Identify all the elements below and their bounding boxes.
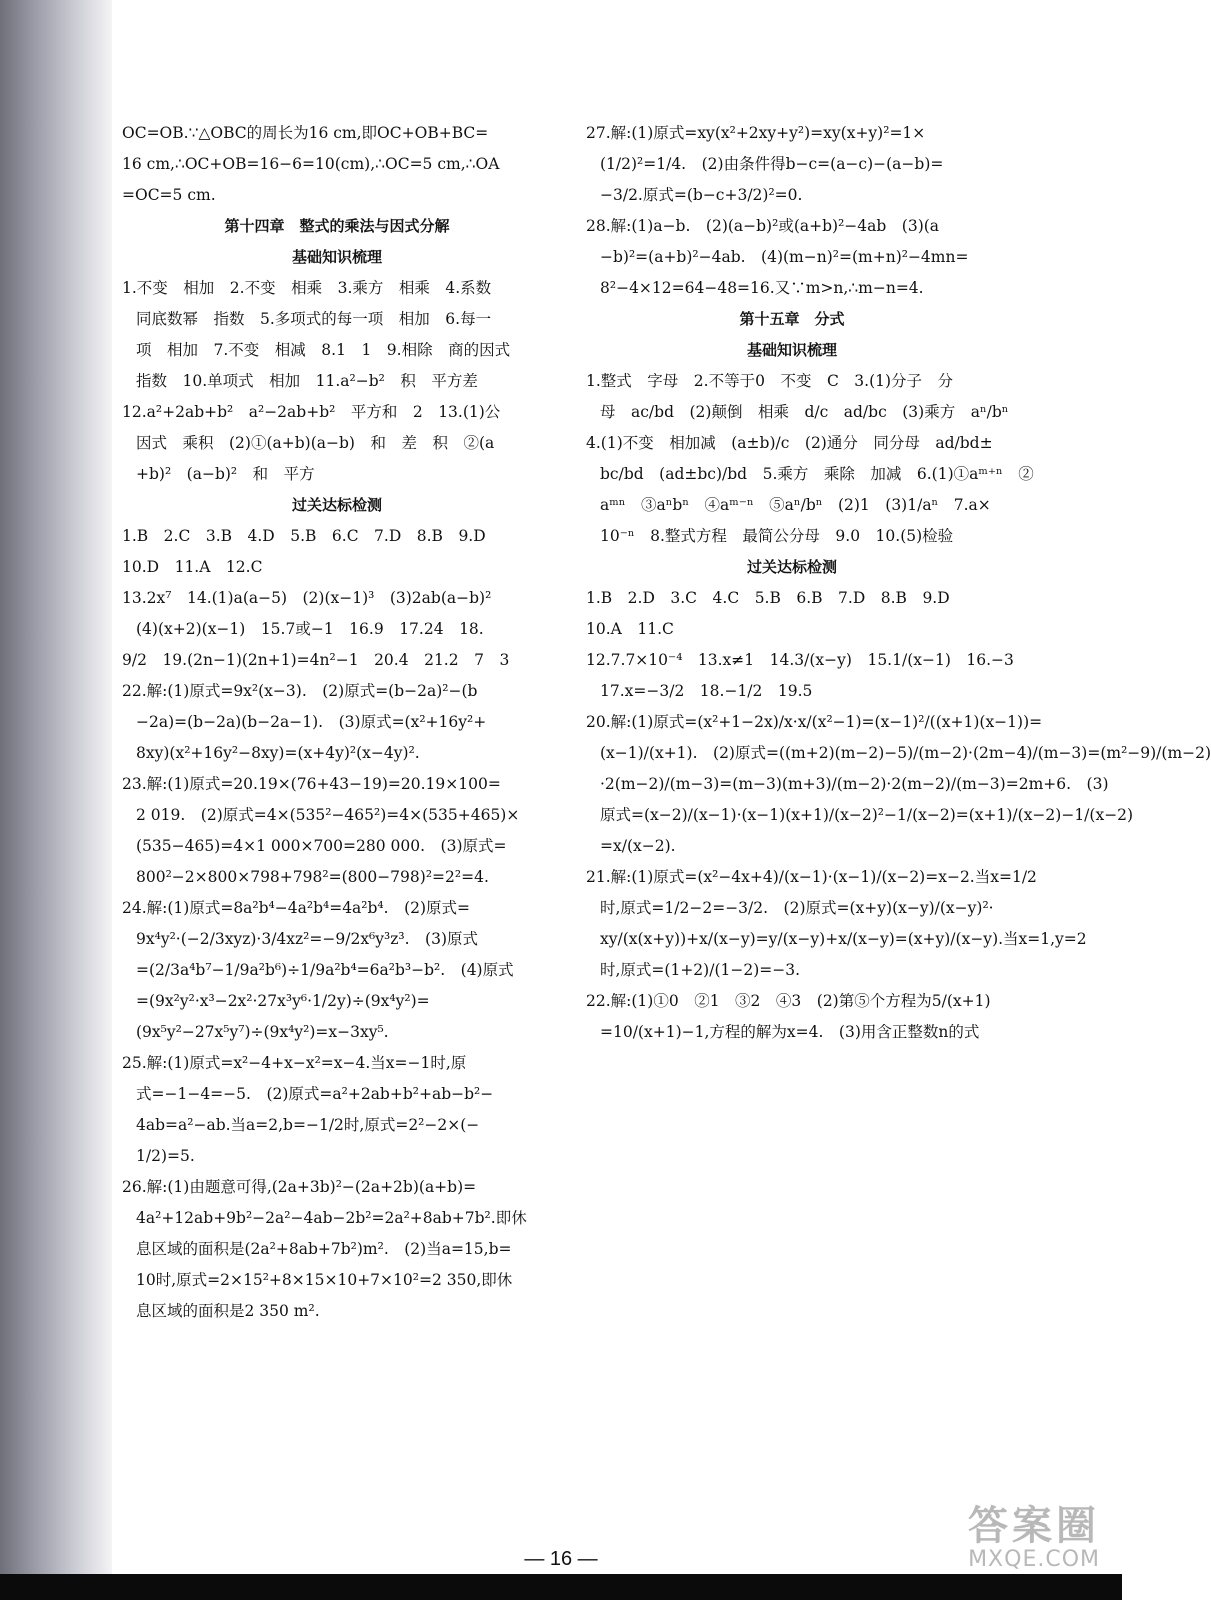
- scan-bottom-edge: [0, 1574, 1122, 1600]
- text-line: −3/2.原式=(b−c+3/2)²=0.: [600, 186, 803, 204]
- text-line: 2 019. (2)原式=4×(535²−465²)=4×(535+465)×: [136, 806, 520, 824]
- text-line: 1.B 2.D 3.C 4.C 5.B 6.B 7.D 8.B 9.D: [586, 589, 950, 607]
- text-line: 息区域的面积是(2a²+8ab+7b²)m². (2)当a=15,b=: [136, 1240, 512, 1258]
- text-line: 9x⁴y²·(−2/3xyz)·3/4xz²=−9/2x⁶y³z³. (3)原式: [136, 930, 479, 948]
- text-line: (1/2)²=1/4. (2)由条件得b−c=(a−c)−(a−b)=: [600, 155, 944, 173]
- text-line: 指数 10.单项式 相加 11.a²−b² 积 平方差: [136, 372, 478, 390]
- text-line: 23.解:(1)原式=20.19×(76+43−19)=20.19×100=: [122, 775, 501, 793]
- text-line: 22.解:(1)原式=9x²(x−3). (2)原式=(b−2a)²−(b: [122, 682, 478, 700]
- watermark-url: MXQE.COM: [968, 1547, 1100, 1572]
- text-line: (9x⁵y²−27x⁵y⁷)÷(9x⁴y²)=x−3xy⁵.: [136, 1023, 389, 1041]
- section-heading: 第十四章 整式的乘法与因式分解: [224, 217, 450, 235]
- text-line: 因式 乘积 (2)①(a+b)(a−b) 和 差 积 ②(a: [136, 434, 495, 452]
- scan-binding-edge: [0, 0, 112, 1600]
- text-line: 4a²+12ab+9b²−2a²−4ab−2b²=2a²+8ab+7b².即休: [136, 1209, 527, 1227]
- watermark-logo: 答案圈: [968, 1503, 1100, 1549]
- text-line: 22.解:(1)①0 ②1 ③2 ④3 (2)第⑤个方程为5/(x+1): [586, 992, 991, 1010]
- text-line: 1/2)=5.: [136, 1147, 195, 1165]
- text-line: −2a)=(b−2a)(b−2a−1). (3)原式=(x²+16y²+: [136, 713, 487, 731]
- text-line: 27.解:(1)原式=xy(x²+2xy+y²)=xy(x+y)²=1×: [586, 124, 926, 142]
- text-line: aᵐⁿ ③aⁿbⁿ ④aᵐ⁻ⁿ ⑤aⁿ/bⁿ (2)1 (3)1/aⁿ 7.a×: [600, 496, 991, 514]
- text-line: 4ab=a²−ab.当a=2,b=−1/2时,原式=2²−2×(−: [136, 1116, 480, 1134]
- text-line: =(9x²y²·x³−2x²·27x³y⁶·1/2y)÷(9x⁴y²)=: [136, 992, 430, 1010]
- text-line: 8xy)(x²+16y²−8xy)=(x+4y)²(x−4y)².: [136, 744, 420, 762]
- text-line: 原式=(x−2)/(x−1)·(x−1)(x+1)/(x−2)²−1/(x−2)=(x+1)/(x−2)−1/(x−2): [600, 806, 1134, 824]
- text-line: 28.解:(1)a−b. (2)(a−b)²或(a+b)²−4ab (3)(a: [586, 217, 940, 235]
- right-column: [586, 118, 1211, 1048]
- text-line: (535−465)=4×1 000×700=280 000. (3)原式=: [136, 837, 507, 855]
- text-line: =(2/3a⁴b⁷−1/9a²b⁶)÷1/9a²b⁴=6a²b³−b². (4)原式: [136, 961, 514, 979]
- text-line: ·2(m−2)/(m−3)=(m−3)(m+3)/(m−2)·2(m−2)/(m−3)=2m+6. (3): [600, 775, 1109, 793]
- text-line: 8²−4×12=64−48=16.又∵m>n,∴m−n=4.: [600, 279, 924, 297]
- text-line: 4.(1)不变 相加减 (a±b)/c (2)通分 同分母 ad/bd±: [586, 434, 993, 452]
- text-line: bc/bd (ad±bc)/bd 5.乘方 乘除 加减 6.(1)①aᵐ⁺ⁿ ②: [600, 465, 1034, 483]
- text-line: 24.解:(1)原式=8a²b⁴−4a²b⁴=4a²b⁴. (2)原式=: [122, 899, 471, 917]
- left-column: [122, 118, 552, 1327]
- text-line: 10时,原式=2×15²+8×15×10+7×10²=2 350,即休: [136, 1271, 513, 1289]
- text-line: 10.A 11.C: [586, 620, 674, 638]
- text-line: 1.B 2.C 3.B 4.D 5.B 6.C 7.D 8.B 9.D: [122, 527, 486, 545]
- text-line: 12.a²+2ab+b² a²−2ab+b² 平方和 2 13.(1)公: [122, 403, 501, 421]
- text-line: =OC=5 cm.: [122, 186, 216, 204]
- text-line: xy/(x(x+y))+x/(x−y)=y/(x−y)+x/(x−y)=(x+y)/(x−y).当x=1,y=2: [600, 930, 1087, 948]
- watermark: [910, 1504, 1100, 1574]
- text-line: (x−1)/(x+1). (2)原式=((m+2)(m−2)−5)/(m−2)·(2m−4)/(m−3)=(m²−9)/(m−2): [600, 744, 1211, 762]
- text-line: 1.不变 相加 2.不变 相乘 3.乘方 相乘 4.系数: [122, 279, 492, 297]
- text-line: 式=−1−4=−5. (2)原式=a²+2ab+b²+ab−b²−: [136, 1085, 494, 1103]
- text-line: 12.7.7×10⁻⁴ 13.x≠1 14.3/(x−y) 15.1/(x−1) 16.−3: [586, 651, 1014, 669]
- text-line: 息区域的面积是2 350 m².: [136, 1302, 320, 1320]
- text-line: 1.整式 字母 2.不等于0 不变 C 3.(1)分子 分: [586, 372, 954, 390]
- section-heading: 第十五章 分式: [739, 310, 845, 328]
- text-line: 时,原式=(1+2)/(1−2)=−3.: [600, 961, 801, 979]
- section-heading: 过关达标检测: [291, 496, 382, 514]
- text-line: 9/2 19.(2n−1)(2n+1)=4n²−1 20.4 21.2 7 3: [122, 651, 510, 669]
- text-line: 同底数幂 指数 5.多项式的每一项 相加 6.每一: [136, 310, 492, 328]
- section-heading: 基础知识梳理: [746, 341, 837, 359]
- text-line: (4)(x+2)(x−1) 15.7或−1 16.9 17.24 18.: [136, 620, 484, 638]
- text-line: 16 cm,∴OC+OB=16−6=10(cm),∴OC=5 cm,∴OA: [122, 155, 500, 173]
- text-line: 13.2x⁷ 14.(1)a(a−5) (2)(x−1)³ (3)2ab(a−b)²: [122, 589, 492, 607]
- text-line: 26.解:(1)由题意可得,(2a+3b)²−(2a+2b)(a+b)=: [122, 1178, 477, 1196]
- text-line: −b)²=(a+b)²−4ab. (4)(m−n)²=(m+n)²−4mn=: [600, 248, 969, 266]
- text-line: 21.解:(1)原式=(x²−4x+4)/(x−1)·(x−1)/(x−2)=x−2.当x=1/2: [586, 868, 1037, 886]
- text-line: 母 ac/bd (2)颠倒 相乘 d/c ad/bc (3)乘方 aⁿ/bⁿ: [600, 403, 1009, 421]
- text-line: 10⁻ⁿ 8.整式方程 最简公分母 9.0 10.(5)检验: [600, 527, 954, 545]
- text-line: 25.解:(1)原式=x²−4+x−x²=x−4.当x=−1时,原: [122, 1054, 467, 1072]
- text-line: =10/(x+1)−1,方程的解为x=4. (3)用含正整数n的式: [600, 1023, 980, 1041]
- text-line: 17.x=−3/2 18.−1/2 19.5: [600, 682, 813, 700]
- text-line: 800²−2×800×798+798²=(800−798)²=2²=4.: [136, 868, 489, 886]
- text-line: OC=OB.∵△OBC的周长为16 cm,即OC+OB+BC=: [122, 124, 489, 142]
- text-line: 10.D 11.A 12.C: [122, 558, 263, 576]
- section-heading: 过关达标检测: [746, 558, 837, 576]
- section-heading: 基础知识梳理: [291, 248, 382, 266]
- page-number: — 16 —: [524, 1548, 598, 1570]
- text-line: 20.解:(1)原式=(x²+1−2x)/x·x/(x²−1)=(x−1)²/((x+1)(x−1))=: [586, 713, 1043, 731]
- text-line: =x/(x−2).: [600, 837, 676, 855]
- text-line: 时,原式=1/2−2=−3/2. (2)原式=(x+y)(x−y)/(x−y)²·: [600, 899, 994, 917]
- text-line: 项 相加 7.不变 相减 8.1 1 9.相除 商的因式: [136, 341, 511, 359]
- text-line: +b)² (a−b)² 和 平方: [136, 465, 315, 483]
